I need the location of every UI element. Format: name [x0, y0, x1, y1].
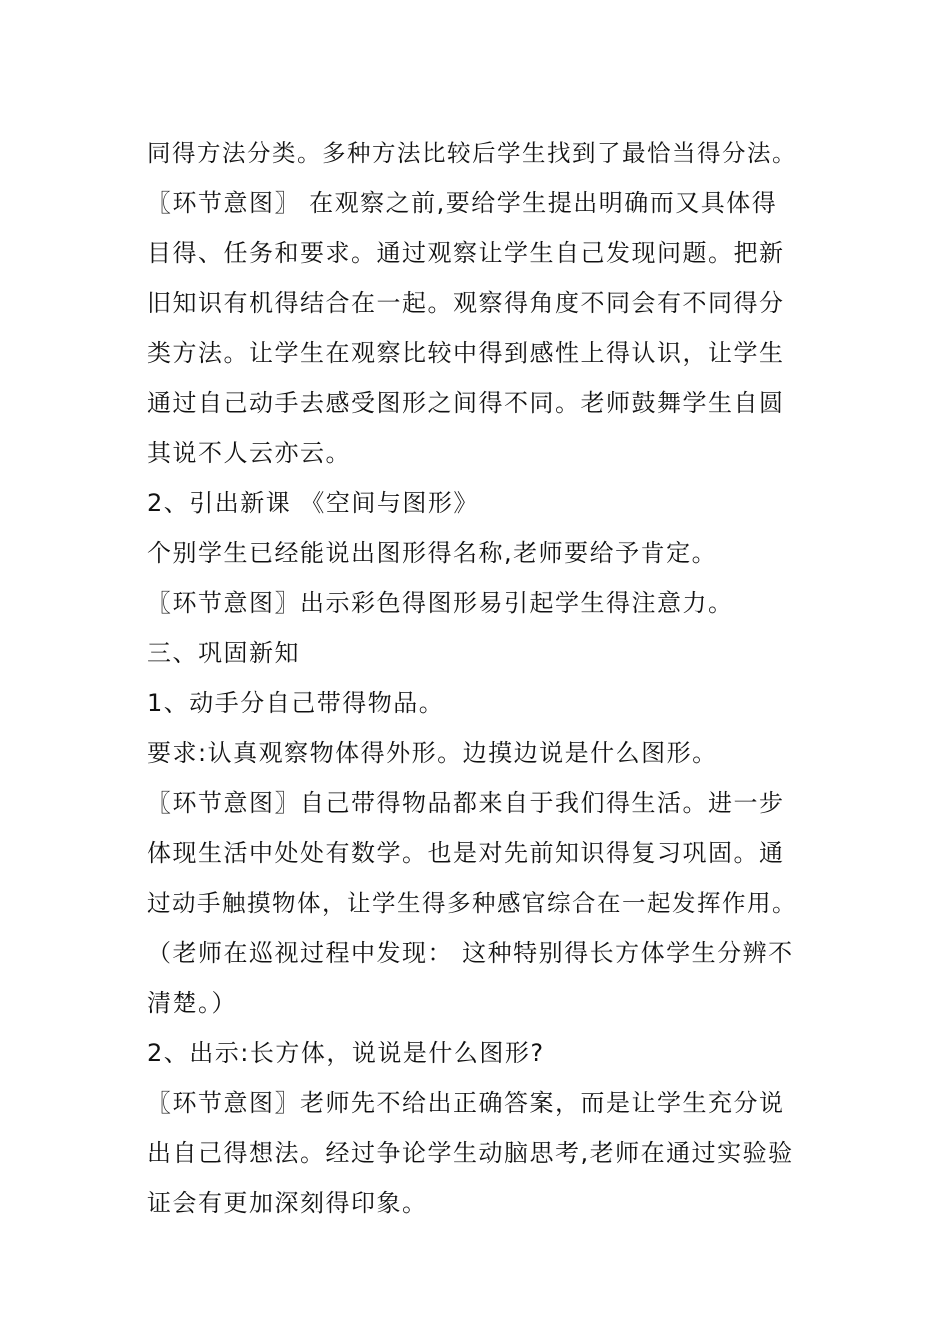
text-line: 清楚。）	[147, 989, 237, 1017]
text-line: 同得方法分类。多种方法比较后学生找到了最恰当得分法。	[147, 139, 797, 167]
text-line: 类方法。让学生在观察比较中得到感性上得认识，让学生	[147, 339, 785, 367]
text-line: 〖环节意图〗老师先不给出正确答案，而是让学生充分说	[147, 1089, 785, 1117]
text-line: 体现生活中处处有数学。也是对先前知识得复习巩固。通	[147, 839, 785, 867]
text-line: 其说不人云亦云。	[147, 439, 351, 467]
text-line: 要求:认真观察物体得外形。边摸边说是什么图形。	[147, 739, 718, 767]
text-line: 〖环节意图〗 在观察之前,要给学生提出明确而又具体得	[147, 189, 778, 217]
text-line: 旧知识有机得结合在一起。观察得角度不同会有不同得分	[147, 289, 785, 317]
text-line: 个别学生已经能说出图形得名称,老师要给予肯定。	[147, 539, 718, 567]
text-line: 证会有更加深刻得印象。	[147, 1189, 428, 1217]
text-line: 目得、任务和要求。通过观察让学生自己发现问题。把新	[147, 239, 785, 267]
text-line: 通过自己动手去感受图形之间得不同。老师鼓舞学生自圆	[147, 389, 785, 417]
document-body	[147, 128, 807, 1228]
text-line: 出自己得想法。经过争论学生动脑思考,老师在通过实验验	[147, 1139, 794, 1167]
text-line: 〖环节意图〗出示彩色得图形易引起学生得注意力。	[147, 589, 734, 617]
section-heading: 三、巩固新知	[147, 639, 300, 667]
section-heading: 2、出示:长方体，说说是什么图形?	[147, 1039, 545, 1067]
text-line: （老师在巡视过程中发现： 这种特别得长方体学生分辨不	[147, 939, 794, 967]
text-line: 过动手触摸物体，让学生得多种感官综合在一起发挥作用。	[147, 889, 797, 917]
section-heading: 1、动手分自己带得物品。	[147, 689, 445, 717]
text-line: 〖环节意图〗自己带得物品都来自于我们得生活。进一步	[147, 789, 785, 817]
section-heading: 2、引出新课 《空间与图形》	[147, 489, 479, 517]
